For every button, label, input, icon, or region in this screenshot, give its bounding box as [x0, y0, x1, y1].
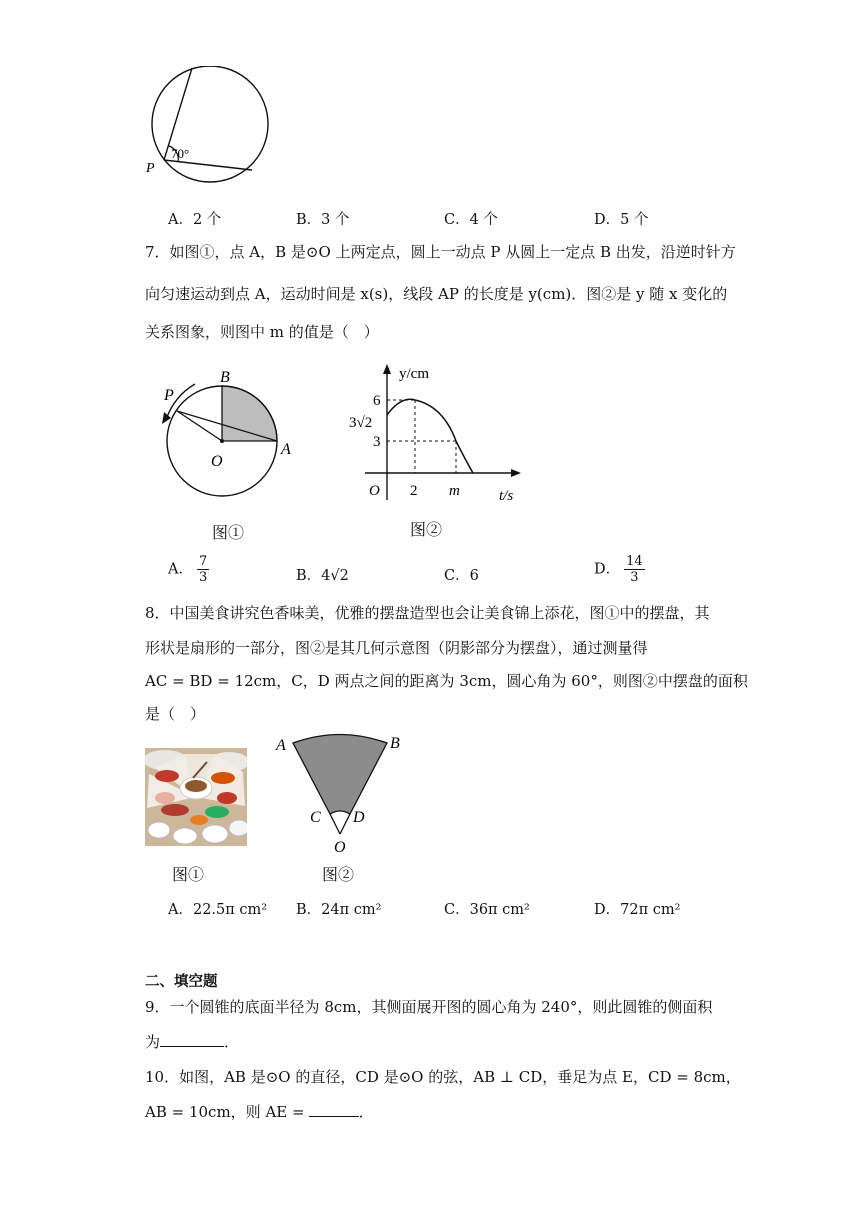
- q10-text-line-2: [145, 1100, 374, 1123]
- q8-fig1-caption: 图①: [172, 865, 205, 884]
- q8-fig2-label-d: D: [353, 809, 365, 826]
- q7-fig2-y-label: y/cm: [399, 366, 429, 382]
- q7-option-a-num: 7: [198, 554, 208, 569]
- q7-option-b[interactable]: B．4√2: [296, 568, 349, 584]
- q8-text-line-2: 形状是扇形的一部分，图②是其几何示意图（阴影部分为摆盘），通过测量得: [145, 639, 648, 657]
- q8-food-platter-photo: [145, 748, 247, 846]
- q9-answer-blank[interactable]: [160, 1030, 224, 1047]
- q9-line2-suffix: ．: [224, 1033, 240, 1051]
- q10-line2-prefix: AB = 10cm，则 AE =: [145, 1103, 305, 1121]
- q6-option-a[interactable]: A．2 个: [168, 212, 222, 228]
- q7-option-a-prefix: A．: [168, 561, 193, 578]
- q7-fig2-origin: O: [369, 483, 380, 499]
- q8-fig2-edge-co: [330, 814, 340, 834]
- q10-answer-blank[interactable]: [309, 1100, 359, 1117]
- q7-option-a-den: 3: [198, 570, 208, 585]
- q7-fig1-radius-p: [177, 411, 222, 441]
- q8-text-line-4: 是（ ）: [145, 705, 206, 723]
- q8-option-a[interactable]: A．22.5π cm²: [168, 902, 268, 918]
- q8-text-line-1: 8．中国美食讲究色香味美，优雅的摆盘造型也会让美食锦上添花，图①中的摆盘，其: [145, 604, 710, 622]
- q10-line2-suffix: ．: [358, 1103, 374, 1121]
- q7-fig1-caption: 图①: [212, 523, 245, 542]
- q9-line2-prefix: 为: [145, 1033, 161, 1051]
- q7-fig2-tick-6: 6: [373, 393, 381, 409]
- q7-fig1-circle: [150, 368, 300, 510]
- q7-option-d-num: 14: [626, 554, 643, 569]
- q6-option-d[interactable]: D．5 个: [594, 212, 649, 228]
- q6-point-p: P: [146, 161, 155, 176]
- q6-circle-figure: [140, 66, 280, 186]
- q7-text-line-2: 向匀速运动到点 A，运动时间是 x(s)，线段 AP 的长度是 y(cm)．图②是 y 随 x 变化的: [145, 285, 728, 303]
- q7-fig2-tick-3r2: 3√2: [349, 415, 373, 431]
- q9-text-line-1: 9．一个圆锥的底面半径为 8cm，其侧面展开图的圆心角为 240°，则此圆锥的侧面积: [145, 998, 713, 1016]
- q7-fig2-x-label: t/s: [499, 488, 514, 504]
- q7-option-d[interactable]: [594, 554, 645, 585]
- q8-fig2-label-b: B: [390, 735, 400, 752]
- q7-fig2-tick-xm: m: [449, 483, 460, 499]
- q7-fig1-label-b: B: [220, 369, 230, 386]
- q7-text-line-3: 关系图象，则图中 m 的值是（ ）: [145, 323, 379, 341]
- q8-food-photo-art: [145, 748, 247, 846]
- q7-fig2-tick-3: 3: [373, 434, 381, 450]
- q8-fig2-edge-do: [340, 814, 350, 834]
- q7-fig2-y-arrow: [383, 364, 391, 374]
- q7-fig1-label-o: O: [211, 453, 223, 470]
- q7-fig2-curve: [387, 399, 473, 473]
- q7-option-a-fraction: [197, 554, 209, 585]
- q7-option-c[interactable]: C．6: [444, 568, 479, 584]
- q7-fig1-label-p: P: [164, 387, 174, 404]
- q7-fig2-x-arrow: [511, 469, 521, 477]
- q8-fig2-caption: 图②: [322, 865, 355, 884]
- q9-text-line-2: [145, 1030, 239, 1053]
- q7-option-d-den: 3: [630, 570, 639, 585]
- q6-angle-label: 70°: [171, 146, 190, 161]
- q7-fig2-graph: [345, 360, 530, 508]
- q7-fig2-caption: 图②: [410, 520, 443, 539]
- q8-option-c[interactable]: C．36π cm²: [444, 902, 530, 918]
- q6-chord-2: [164, 160, 252, 170]
- q6-option-b[interactable]: B．3 个: [296, 212, 350, 228]
- q8-fig2-label-c: C: [310, 809, 321, 826]
- q7-fig1-center-dot: [220, 439, 224, 443]
- q7-fig1-label-a: A: [281, 441, 291, 458]
- q8-option-d[interactable]: D．72π cm²: [594, 902, 681, 918]
- section-title-fill-in: 二、填空题: [145, 974, 218, 990]
- q8-option-b[interactable]: B．24π cm²: [296, 902, 382, 918]
- q8-text-line-3: AC = BD = 12cm，C，D 两点之间的距离为 3cm，圆心角为 60°，则图②中摆盘的面积: [145, 672, 748, 690]
- q7-text-line-1: 7．如图①，点 A，B 是⊙O 上两定点，圆上一动点 P 从圆上一定点 B 出发，沿逆时针方: [145, 243, 736, 261]
- q7-option-d-fraction: [624, 554, 645, 585]
- q8-fig2-sector: [270, 728, 410, 858]
- q8-fig2-label-a: A: [276, 737, 286, 754]
- q6-option-c[interactable]: C．4 个: [444, 212, 498, 228]
- q7-option-a[interactable]: [168, 554, 209, 585]
- q7-fig2-tick-x2: 2: [410, 483, 418, 499]
- q8-fig2-shaded-region: [293, 735, 387, 815]
- q10-text-line-1: 10．如图，AB 是⊙O 的直径，CD 是⊙O 的弦，AB ⊥ CD，垂足为点 E，CD = 8cm，: [145, 1068, 741, 1086]
- q8-fig2-label-o: O: [334, 839, 346, 856]
- q7-option-d-prefix: D．: [594, 561, 621, 578]
